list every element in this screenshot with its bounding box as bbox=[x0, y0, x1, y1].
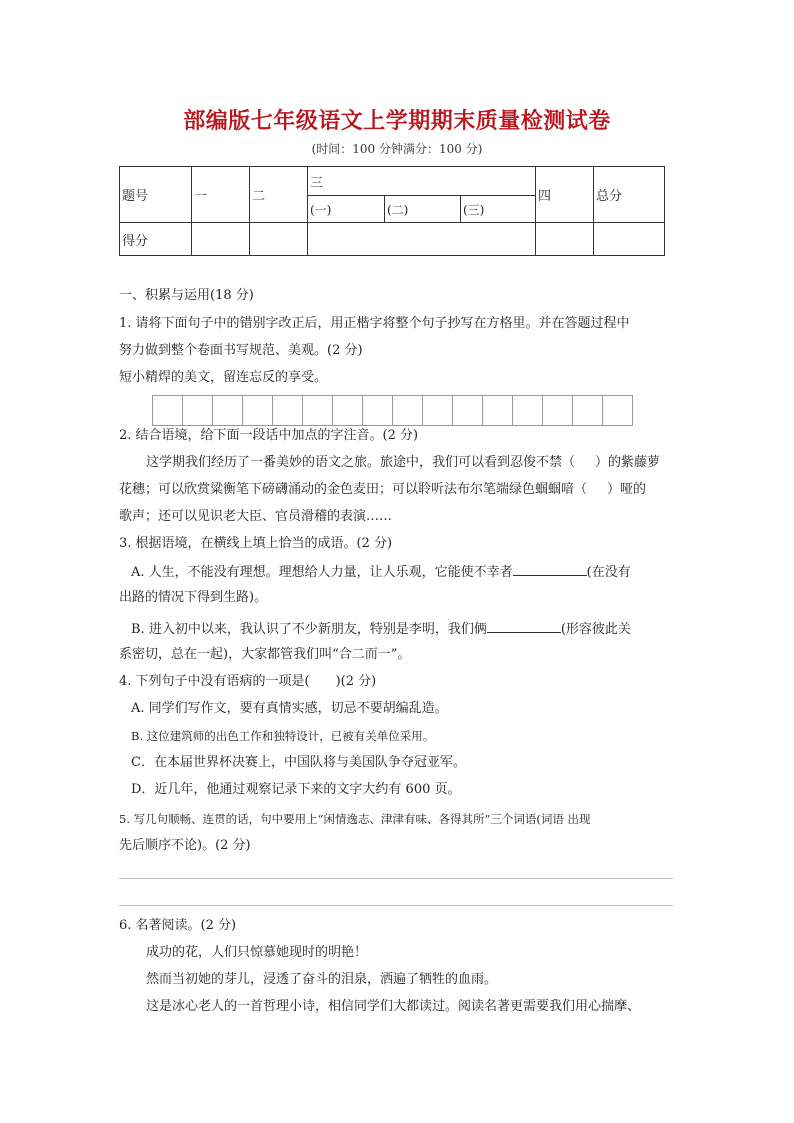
score-header-part2: 二 bbox=[250, 167, 308, 223]
q4-stem: 4. 下列句子中没有语病的一项是( bbox=[119, 674, 310, 689]
score-subpart-1: (一) bbox=[308, 196, 385, 223]
q4-points: )(2 分) bbox=[335, 674, 377, 689]
score-cell-part1[interactable] bbox=[192, 223, 250, 256]
q4-option-d: D．近几年，他通过观察记录下来的文字大约有 600 页。 bbox=[131, 782, 461, 797]
exam-title: 部编版七年级语文上学期期末质量检测试卷 bbox=[183, 109, 611, 134]
score-subpart-2: (二) bbox=[385, 196, 461, 223]
writing-grid-cell[interactable] bbox=[573, 396, 603, 425]
q2-paragraph-line3: 歌声；还可以见识老大臣、官员滑稽的表演…… bbox=[119, 509, 393, 524]
writing-grid-cell[interactable] bbox=[243, 396, 273, 425]
writing-grid-cell[interactable] bbox=[303, 396, 333, 425]
q6-poem-line2: 然而当初她的芽儿，浸透了奋斗的泪泉，洒遍了牺牲的血雨。 bbox=[146, 972, 498, 987]
q1-sentence: 短小精焊的美文，留连忘反的享受。 bbox=[119, 370, 328, 385]
writing-grid-cell[interactable] bbox=[483, 396, 513, 425]
q2-p1-end: ）的紫藤萝 bbox=[595, 455, 661, 470]
q3-b-blank[interactable] bbox=[487, 618, 561, 633]
score-header-part3: 三 bbox=[308, 167, 536, 196]
writing-grid-cell[interactable] bbox=[273, 396, 303, 425]
q6-poem-line1: 成功的花，人们只惊慕她现时的明艳！ bbox=[146, 945, 368, 960]
q4-option-a: A. 同学们写作文，要有真情实感，切忌不要胡编乱造。 bbox=[131, 701, 448, 716]
q1-text-line2: 努力做到整个卷面书写规范、美观。(2 分) bbox=[119, 343, 363, 358]
writing-grid-cell[interactable] bbox=[153, 396, 183, 425]
q5-text-line2: 先后顺序不论)。(2 分) bbox=[119, 838, 251, 853]
q1-text-line1: 1. 请将下面句子中的错别字改正后，用正楷字将整个句子抄写在方格里。并在答题过程中 bbox=[119, 316, 630, 331]
q3-a-blank[interactable] bbox=[513, 561, 587, 576]
score-table bbox=[119, 166, 665, 256]
writing-grid-cell[interactable] bbox=[333, 396, 363, 425]
q6-paragraph: 这是冰心老人的一首哲理小诗，相信同学们大都读过。阅读名著更需要我们用心揣摩、 bbox=[146, 999, 641, 1014]
score-header-total: 总分 bbox=[594, 167, 665, 223]
q4-option-c: C．在本届世界杯决赛上，中国队将与美国队争夺冠亚军。 bbox=[131, 755, 466, 770]
score-cell-part2[interactable] bbox=[250, 223, 308, 256]
q4-option-b: B. 这位建筑师的出色工作和独特设计，已被有关单位采用。 bbox=[131, 729, 435, 743]
score-header-label: 题号 bbox=[120, 167, 192, 223]
q5-text-line1: 5. 写几句顺畅、连贯的话，句中要用上“闲情逸志、津津有味、各得其所”三个词语(词语 出现 bbox=[119, 812, 591, 826]
q3-option-b-line1 bbox=[131, 618, 631, 640]
writing-grid-cell[interactable] bbox=[453, 396, 483, 425]
q3-option-a-line2: 出路的情况下得到生路)。 bbox=[119, 590, 268, 605]
writing-grid-cell[interactable] bbox=[183, 396, 213, 425]
q3-a-hint: (在没有 bbox=[586, 565, 631, 580]
q3-option-b-line2: 系密切，总在一起)，大家都管我们叫“合二而一”。 bbox=[119, 647, 411, 662]
writing-grid-cell[interactable] bbox=[603, 396, 633, 425]
score-cell-part4[interactable] bbox=[536, 223, 594, 256]
writing-grid-cell[interactable] bbox=[423, 396, 453, 425]
score-cell-total[interactable] bbox=[594, 223, 665, 256]
score-header-part4: 四 bbox=[536, 167, 594, 223]
q3-b-text: B. 进入初中以来，我认识了不少新朋友，特别是李明，我们俩 bbox=[131, 622, 487, 637]
writing-grid-cell[interactable] bbox=[363, 396, 393, 425]
writing-grid-cell[interactable] bbox=[513, 396, 543, 425]
q2-paragraph-line2 bbox=[119, 480, 646, 500]
score-subpart-3: (三) bbox=[461, 196, 536, 223]
q3-text-line1: 3. 根据语境，在横线上填上恰当的成语。(2 分) bbox=[119, 536, 393, 551]
q2-p2-end: ）哑的 bbox=[607, 482, 647, 497]
q2-paragraph-line1 bbox=[146, 453, 660, 473]
q5-answer-line-2[interactable] bbox=[119, 905, 673, 906]
q6-text-line1: 6. 名著阅读。(2 分) bbox=[119, 918, 237, 933]
q2-p2-start: 花穗；可以欣赏粱衡笔下磅礴涌动的金色麦田；可以聆听法布尔笔端绿色蝈蝈喑（ bbox=[119, 482, 588, 497]
score-cell-part3[interactable] bbox=[308, 223, 536, 256]
q2-text-line1: 2. 结合语境，给下面一段话中加点的字注音。(2 分) bbox=[119, 428, 419, 443]
section-heading: 一、积累与运用(18 分) bbox=[119, 288, 254, 303]
writing-grid-cell[interactable] bbox=[543, 396, 573, 425]
q3-a-text: A. 人生，不能没有理想。理想给人力量，让人乐观，它能使不幸者 bbox=[131, 565, 513, 580]
q5-answer-line-1[interactable] bbox=[119, 878, 673, 879]
writing-grid-cell[interactable] bbox=[393, 396, 423, 425]
exam-subtitle: (时间：100 分钟满分：100 分) bbox=[311, 142, 483, 156]
q4-text-line1 bbox=[119, 672, 376, 692]
score-row-label: 得分 bbox=[120, 223, 192, 256]
q2-p1-start: 这学期我们经历了一番美妙的语文之旅。旅途中，我们可以看到忍俊不禁（ bbox=[146, 455, 576, 470]
q3-b-hint: (形容彼此关 bbox=[560, 622, 631, 637]
q3-option-a-line1 bbox=[131, 561, 631, 583]
writing-grid-cell[interactable] bbox=[213, 396, 243, 425]
writing-grid[interactable] bbox=[152, 395, 633, 426]
score-header-part1: 一 bbox=[192, 167, 250, 223]
